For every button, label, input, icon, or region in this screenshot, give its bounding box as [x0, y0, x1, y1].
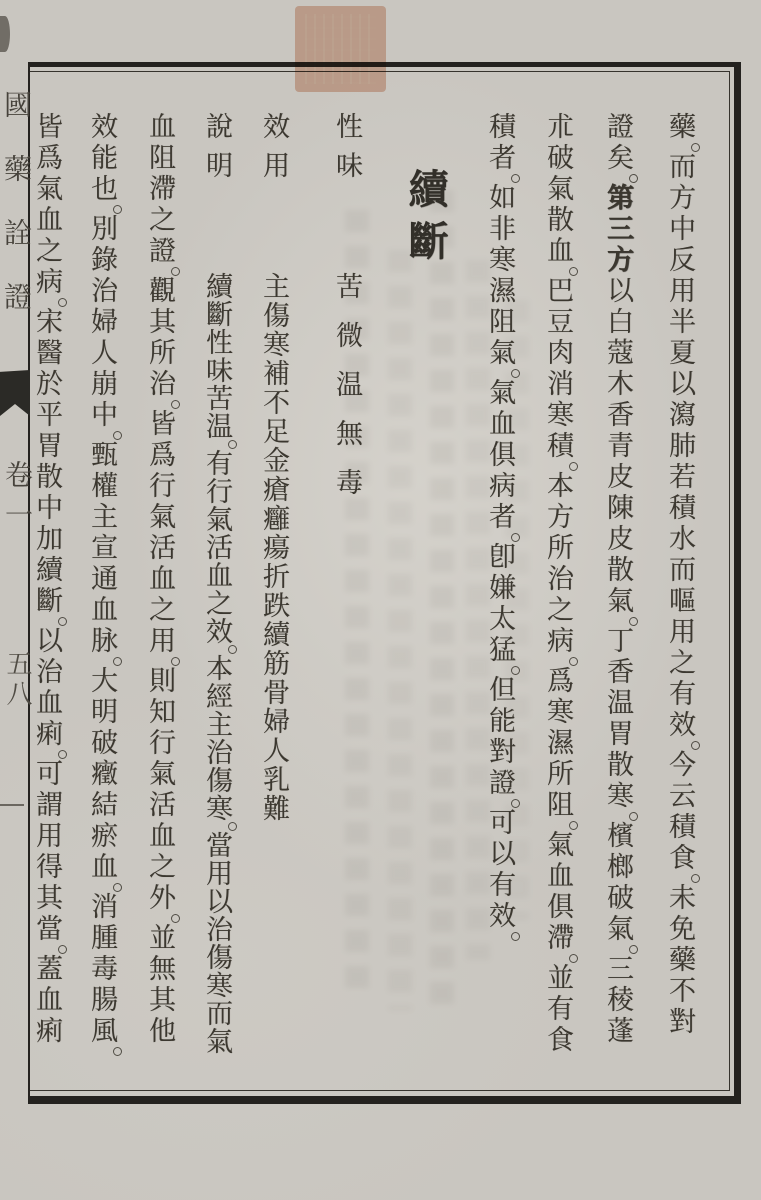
sentence-circle	[569, 267, 578, 276]
sentence-circle	[113, 657, 122, 666]
sentence-circle	[629, 812, 638, 821]
sentence-circle	[171, 400, 180, 409]
explanation-col-2	[145, 112, 175, 1092]
sentence-circle	[113, 1047, 122, 1056]
property-column	[332, 112, 362, 1092]
sentence-circle	[511, 666, 520, 675]
sentence-circle	[58, 750, 67, 759]
sentence-circle	[691, 874, 700, 883]
sentence-circle	[228, 645, 237, 654]
corner-smudge	[0, 16, 10, 52]
sentence-circle	[58, 298, 67, 307]
field-label: 說明	[202, 112, 232, 190]
column-text: 積者如非寒濕阻氣氣血俱病者卽嫌太猛但能對證可以有效	[485, 112, 515, 941]
sentence-circle	[228, 440, 237, 449]
column-text: 血阻滯之證觀其所治皆爲行氣活血之用則知行氣活血之外並無其他	[145, 112, 175, 1047]
column-text: 續斷	[403, 168, 448, 272]
sentence-circle	[629, 174, 638, 183]
column-text: 朮破氣散血巴豆肉消寒積本方所治之病爲寒濕所阻氣血俱滯並有食	[543, 112, 573, 1056]
explanation-col-1	[202, 112, 232, 1092]
book-title: 國藥詮證	[0, 90, 31, 346]
sentence-circle	[569, 462, 578, 471]
sentence-circle	[569, 954, 578, 963]
title-strip	[0, 62, 33, 1104]
sentence-circle	[228, 822, 237, 831]
commentary-col-1	[665, 112, 695, 1092]
commentary-col-2	[603, 112, 633, 1092]
sentence-circle	[113, 205, 122, 214]
sentence-circle	[569, 821, 578, 830]
column-text: 效能也別錄治婦人崩中甄權主宣通血脉大明破癥結瘀血消腫毒腸風	[87, 112, 117, 1056]
sentence-circle	[511, 799, 520, 808]
page-number: 五八	[3, 650, 32, 710]
section-heading	[402, 112, 448, 1092]
sentence-circle	[511, 174, 520, 183]
sentence-circle	[629, 945, 638, 954]
sentence-circle	[58, 617, 67, 626]
field-label: 性味	[332, 112, 362, 190]
sentence-circle	[113, 883, 122, 892]
spine-tick-mark	[0, 804, 24, 806]
field-label: 效用	[259, 112, 289, 190]
column-text: 主傷寒補不足金瘡癰瘍折跌續筋骨婦人乳難	[259, 272, 289, 823]
column-text: 苦微温無毒	[332, 272, 362, 517]
column-text: 證矣第三方以白蔻木香青皮陳皮散氣丁香温胃散寒檳榔破氣三稜蓬	[603, 112, 633, 1047]
sentence-circle	[58, 945, 67, 954]
column-text: 續斷性味苦温有行氣活血之效本經主治傷寒當用以治傷寒而氣	[202, 272, 232, 1055]
commentary-col-4	[485, 112, 515, 1092]
fish-tail-mark	[0, 370, 30, 416]
sentence-circle	[569, 657, 578, 666]
commentary-col-3	[543, 112, 573, 1092]
column-text: 藥而方中反用半夏以瀉肺若積水而嘔用之有效今云積食未免藥不對	[665, 112, 695, 1038]
sentence-circle	[113, 431, 122, 440]
sentence-circle	[629, 617, 638, 626]
column-text: 皆爲氣血之病宋醫於平胃散中加續斷以治血痢可謂用得其當蓋血痢	[32, 112, 62, 1047]
sentence-circle	[171, 267, 180, 276]
sentence-circle	[511, 533, 520, 542]
sentence-circle	[171, 914, 180, 923]
red-seal-stamp	[295, 6, 386, 92]
volume-label: 卷一	[1, 460, 32, 540]
sentence-circle	[691, 741, 700, 750]
explanation-col-4	[32, 112, 62, 1092]
sentence-circle	[511, 932, 520, 941]
text-columns	[32, 76, 728, 1092]
sentence-circle	[171, 657, 180, 666]
sentence-circle	[691, 143, 700, 152]
effect-column	[259, 112, 289, 1092]
explanation-col-3	[87, 112, 117, 1092]
sentence-circle	[511, 369, 520, 378]
